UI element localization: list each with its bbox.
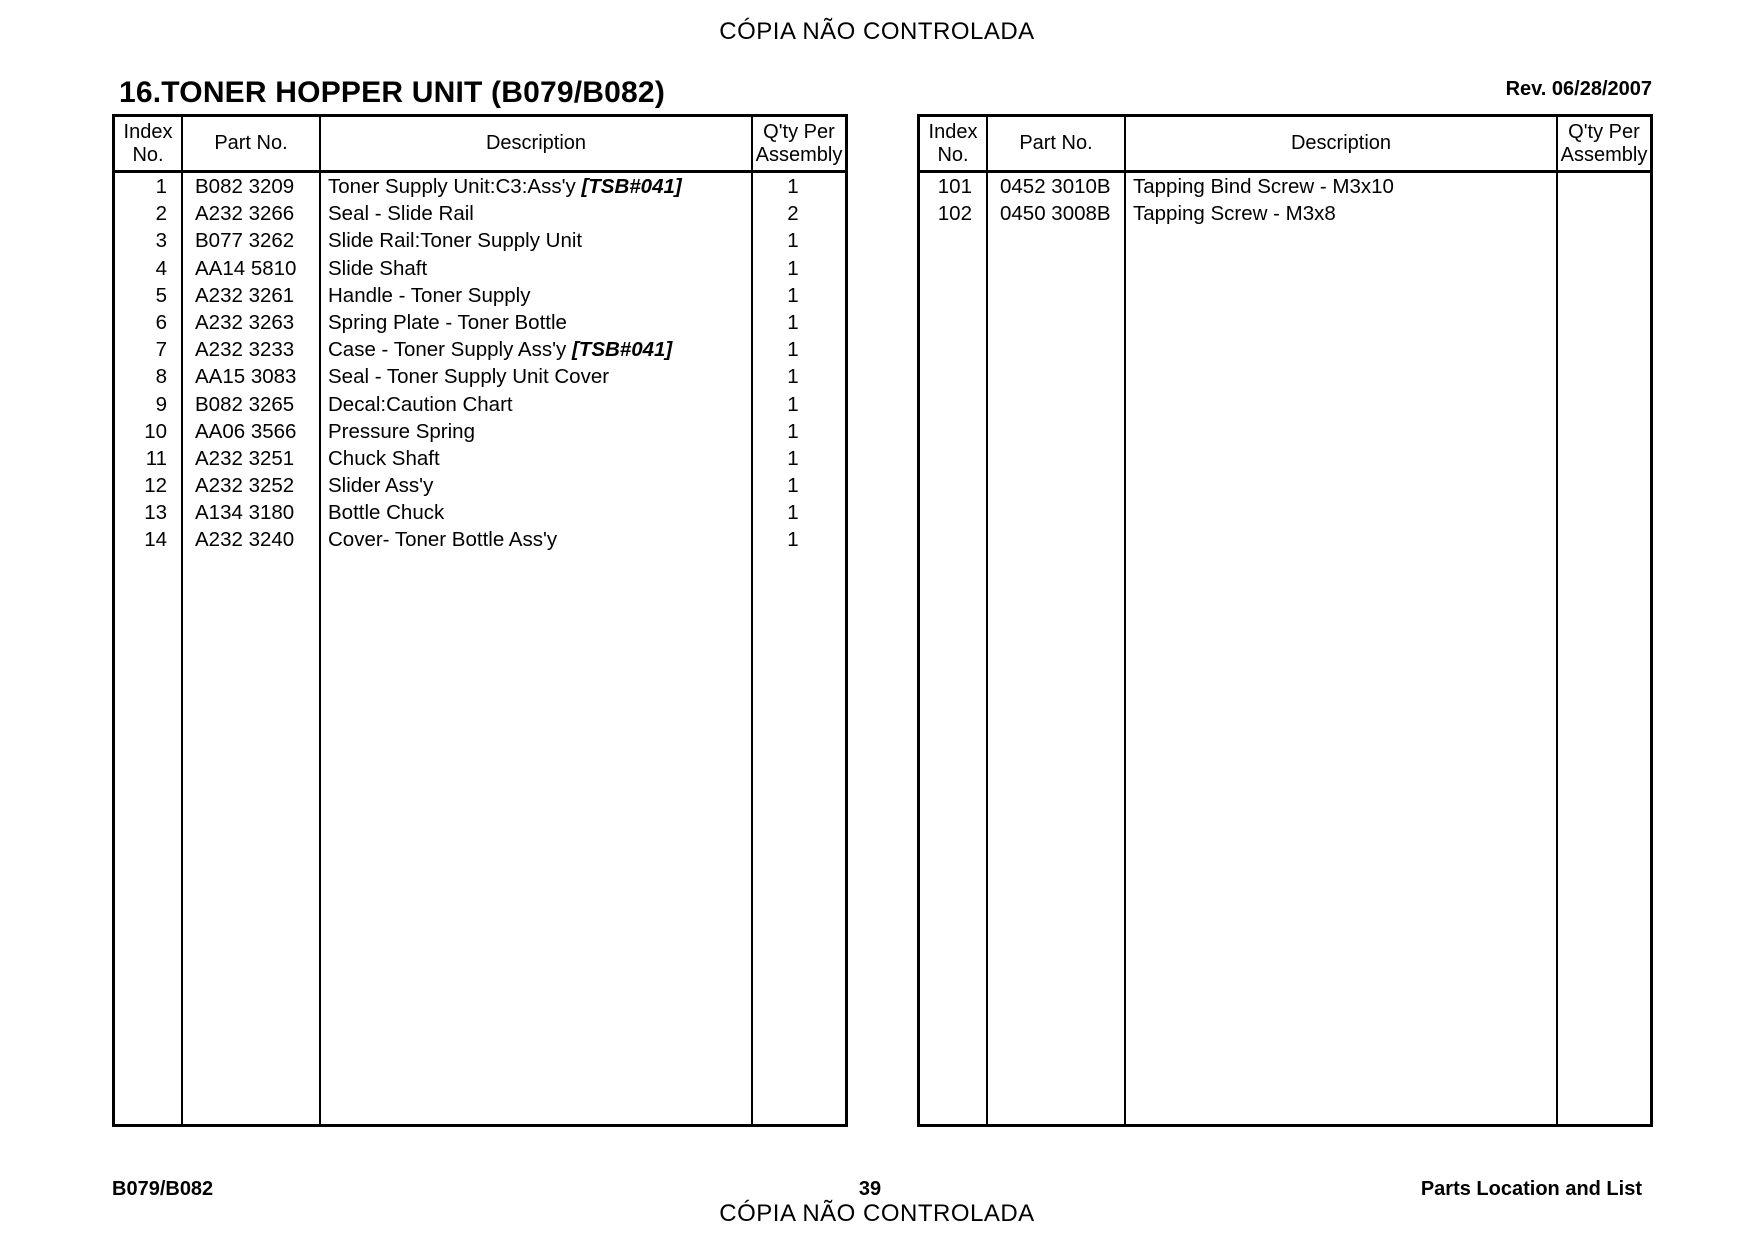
cell-qty-text: 1 <box>787 365 799 389</box>
cell-description-text: Case - Toner Supply Ass'y <box>328 338 567 362</box>
cell-index-text: 7 <box>155 338 167 362</box>
cell-description <box>328 445 748 472</box>
cell-index <box>115 200 167 227</box>
cell-description <box>328 526 748 553</box>
cell-description-text: Tapping Bind Screw - M3x10 <box>1133 175 1394 198</box>
cell-description <box>328 418 748 445</box>
column-header-description: Description <box>485 132 587 154</box>
table-row <box>115 418 845 445</box>
cell-index-text: 5 <box>155 283 167 307</box>
footer-section: Parts Location and List <box>1420 1178 1642 1200</box>
cell-part-no-text: 0450 3008B <box>1000 202 1111 226</box>
cell-index <box>115 391 167 418</box>
cell-qty <box>1558 200 1638 227</box>
cell-index-text: 14 <box>144 528 167 552</box>
cell-part-no-text: B082 3209 <box>195 175 295 198</box>
watermark-bottom: CÓPIA NÃO CONTROLADA <box>719 1200 1035 1227</box>
cell-part-no-text: A134 3180 <box>195 501 295 525</box>
cell-description-text: Seal - Toner Supply Unit Cover <box>328 365 610 389</box>
cell-qty-text: 1 <box>787 528 799 552</box>
cell-qty <box>753 255 833 282</box>
cell-description <box>328 282 748 309</box>
table-row <box>920 200 1650 227</box>
cell-index <box>920 200 972 227</box>
parts-rows-right <box>920 173 1650 227</box>
column-header-qty: Q'ty Per Assembly <box>1560 120 1648 166</box>
cell-description <box>328 336 748 363</box>
cell-part-no <box>195 282 319 309</box>
cell-description-text: Spring Plate - Toner Bottle <box>328 310 567 334</box>
cell-part-no <box>195 391 319 418</box>
footer-model: B079/B082 <box>112 1178 214 1200</box>
cell-qty-text: 1 <box>787 446 799 470</box>
cell-index-text: 11 <box>145 446 167 470</box>
cell-part-no <box>195 445 319 472</box>
cell-index-text: 12 <box>144 474 167 498</box>
cell-part-no-text: A232 3251 <box>195 446 295 470</box>
cell-qty-text: 1 <box>787 474 799 498</box>
column-header-part-no: Part No. <box>1019 132 1093 154</box>
table-row <box>115 309 845 336</box>
cell-part-no <box>195 173 319 200</box>
cell-part-no <box>195 336 319 363</box>
cell-qty <box>753 472 833 499</box>
cell-qty <box>753 227 833 254</box>
cell-part-no <box>1000 200 1124 227</box>
column-header-qty: Q'ty Per Assembly <box>755 120 843 166</box>
cell-index <box>115 445 167 472</box>
cell-part-no-text: B077 3262 <box>195 229 295 253</box>
table-row <box>115 282 845 309</box>
cell-description <box>328 309 748 336</box>
column-divider <box>986 117 988 1124</box>
column-divider <box>1124 117 1126 1124</box>
parts-rows-left <box>115 173 845 554</box>
cell-description-text: Decal:Caution Chart <box>328 392 513 416</box>
cell-part-no <box>195 499 319 526</box>
cell-part-no <box>195 472 319 499</box>
table-row <box>115 445 845 472</box>
column-header-index: Index No. <box>123 120 173 166</box>
cell-description-text: Cover- Toner Bottle Ass'y <box>328 528 558 552</box>
cell-index-text: 101 <box>937 175 972 198</box>
cell-qty-text: 1 <box>787 175 799 198</box>
cell-qty-text: 1 <box>787 256 799 280</box>
cell-part-no-text: A232 3261 <box>195 283 295 307</box>
cell-description-text: Slide Rail:Toner Supply Unit <box>328 229 583 253</box>
cell-description <box>1133 173 1553 200</box>
cell-index <box>920 173 972 200</box>
cell-qty-text: 1 <box>787 283 799 307</box>
cell-index-text: 1 <box>155 175 167 198</box>
cell-description-text: Slider Ass'y <box>328 474 434 498</box>
table-row <box>115 363 845 390</box>
cell-qty <box>753 309 833 336</box>
cell-description-text: Handle - Toner Supply <box>328 283 531 307</box>
cell-index <box>115 472 167 499</box>
revision-date: Rev. 06/28/2007 <box>1505 78 1652 100</box>
cell-qty <box>753 418 833 445</box>
cell-qty <box>753 282 833 309</box>
cell-index-text: 10 <box>144 419 167 443</box>
column-header-part-no: Part No. <box>214 132 288 154</box>
table-row <box>115 526 845 553</box>
cell-description <box>328 499 748 526</box>
table-row <box>115 200 845 227</box>
cell-index <box>115 499 167 526</box>
table-row <box>115 255 845 282</box>
table-row <box>115 472 845 499</box>
table-row <box>115 173 845 200</box>
cell-index <box>115 418 167 445</box>
cell-part-no <box>195 255 319 282</box>
watermark-top: CÓPIA NÃO CONTROLADA <box>719 18 1035 45</box>
cell-index-text: 8 <box>155 365 167 389</box>
cell-part-no-text: AA06 3566 <box>195 419 297 443</box>
cell-index-text: 4 <box>155 256 167 280</box>
cell-description <box>328 363 748 390</box>
cell-qty-text: 1 <box>787 501 799 525</box>
table-row <box>115 336 845 363</box>
cell-part-no-text: 0452 3010B <box>1000 175 1111 198</box>
cell-description <box>328 472 748 499</box>
cell-index <box>115 309 167 336</box>
cell-description <box>328 173 748 200</box>
page-number: 39 <box>858 1178 882 1200</box>
cell-part-no-text: B082 3265 <box>195 392 295 416</box>
cell-index-text: 9 <box>155 392 167 416</box>
parts-table-right <box>917 114 1653 1127</box>
cell-index <box>115 336 167 363</box>
cell-index-text: 3 <box>155 229 167 253</box>
cell-part-no-text: A232 3266 <box>195 202 295 226</box>
cell-qty <box>753 391 833 418</box>
cell-qty <box>753 363 833 390</box>
cell-description-text: Chuck Shaft <box>328 446 440 470</box>
cell-description-text: Pressure Spring <box>328 419 475 443</box>
cell-description-text: Toner Supply Unit:C3:Ass'y <box>328 175 576 198</box>
cell-description <box>328 391 748 418</box>
cell-qty <box>753 173 833 200</box>
cell-description <box>1133 200 1553 227</box>
cell-index <box>115 282 167 309</box>
cell-qty <box>753 499 833 526</box>
page-title: 16.TONER HOPPER UNIT (B079/B082) <box>119 76 666 109</box>
cell-qty-text: 2 <box>787 202 799 226</box>
cell-index-text: 6 <box>155 310 167 334</box>
cell-part-no <box>195 309 319 336</box>
cell-qty-text: 1 <box>787 419 799 443</box>
table-row <box>115 227 845 254</box>
cell-qty <box>753 200 833 227</box>
cell-qty-text: 1 <box>787 229 799 253</box>
cell-index <box>115 227 167 254</box>
table-row <box>920 173 1650 200</box>
cell-description <box>328 200 748 227</box>
cell-part-no-text: AA15 3083 <box>195 365 297 389</box>
cell-part-no <box>195 418 319 445</box>
cell-description-text: Bottle Chuck <box>328 501 445 525</box>
cell-index <box>115 363 167 390</box>
tsb-reference: [TSB#041] <box>581 175 682 198</box>
cell-index <box>115 173 167 200</box>
cell-qty-text: 1 <box>787 338 799 362</box>
cell-part-no-text: A232 3233 <box>195 338 295 362</box>
cell-part-no <box>195 227 319 254</box>
parts-table-left <box>112 114 848 1127</box>
table-row <box>115 391 845 418</box>
cell-index-text: 13 <box>144 501 167 525</box>
cell-description-text: Tapping Screw - M3x8 <box>1133 202 1336 226</box>
cell-index <box>115 255 167 282</box>
cell-part-no <box>195 200 319 227</box>
cell-index-text: 2 <box>155 202 167 226</box>
cell-description-text: Seal - Slide Rail <box>328 202 474 226</box>
cell-qty <box>753 336 833 363</box>
cell-part-no-text: A232 3263 <box>195 310 295 334</box>
column-header-index: Index No. <box>928 120 978 166</box>
cell-description <box>328 255 748 282</box>
cell-index <box>115 526 167 553</box>
column-divider <box>1556 117 1558 1124</box>
cell-part-no-text: A232 3240 <box>195 528 295 552</box>
cell-part-no <box>195 363 319 390</box>
cell-description <box>328 227 748 254</box>
table-row <box>115 499 845 526</box>
cell-part-no <box>195 526 319 553</box>
tsb-reference: [TSB#041] <box>571 338 673 362</box>
column-header-description: Description <box>1290 132 1392 154</box>
cell-qty-text: 1 <box>787 310 799 334</box>
cell-description-text: Slide Shaft <box>328 256 428 280</box>
cell-qty <box>753 445 833 472</box>
cell-part-no-text: A232 3252 <box>195 474 295 498</box>
cell-qty-text: 1 <box>787 392 799 416</box>
cell-qty <box>1558 173 1638 200</box>
cell-index-text: 102 <box>937 202 972 226</box>
cell-part-no <box>1000 173 1124 200</box>
cell-part-no-text: AA14 5810 <box>195 256 297 280</box>
cell-qty <box>753 526 833 553</box>
